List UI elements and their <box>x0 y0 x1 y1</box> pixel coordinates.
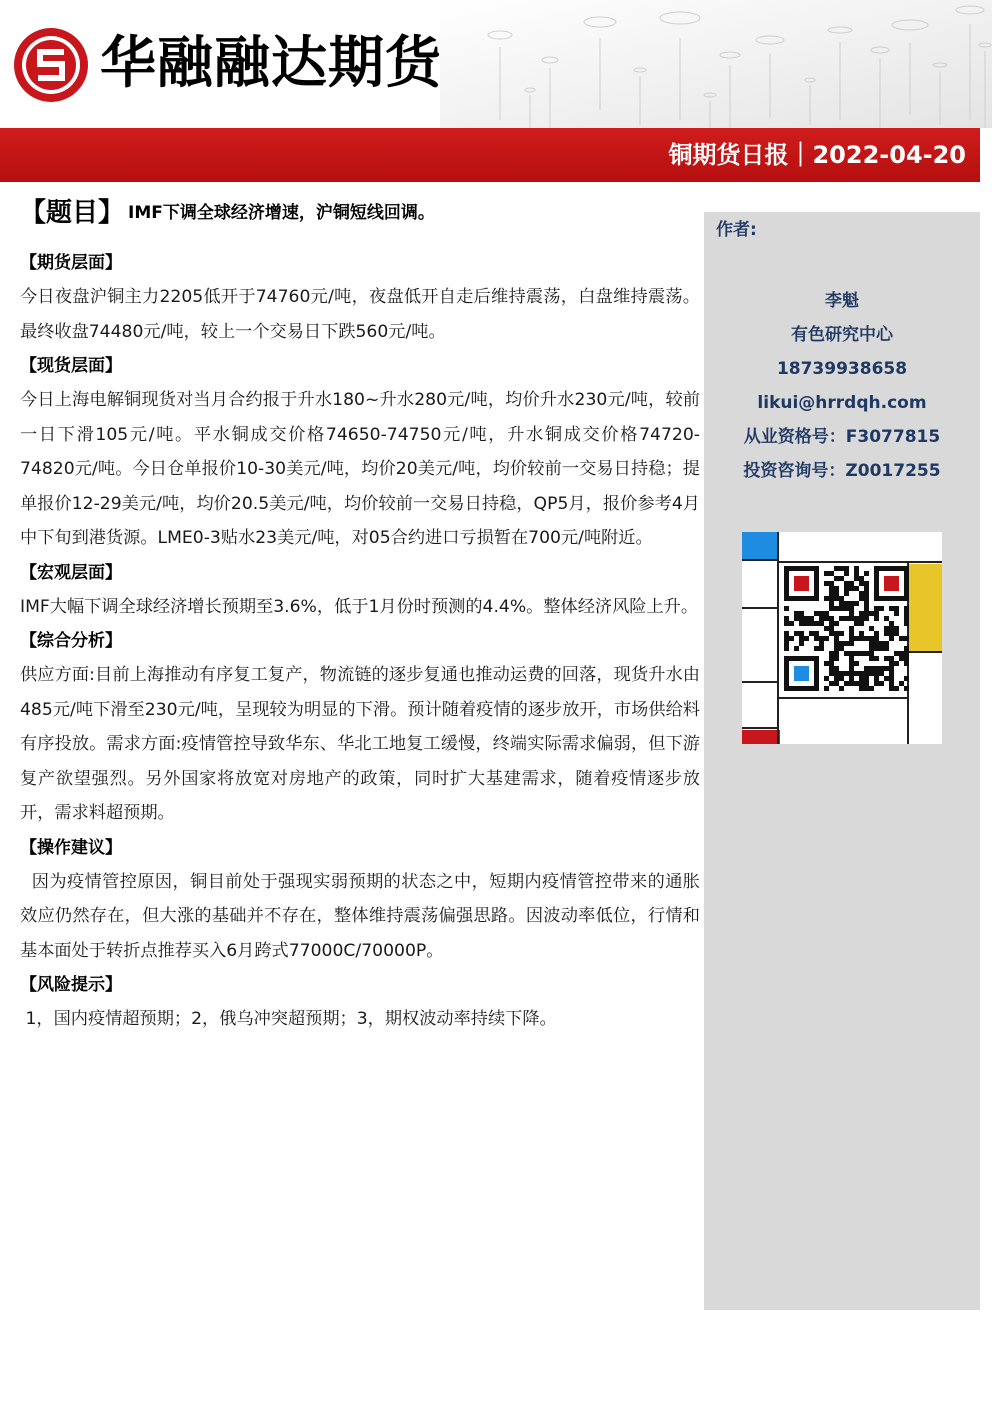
topic-title: IMF下调全球经济增速，沪铜短线回调。 <box>128 202 435 223</box>
company-name: 华融融达期货 <box>100 31 442 96</box>
author-email[interactable]: likui@hrrdqh.com <box>757 393 927 413</box>
author-department: 有色研究中心 <box>791 325 893 345</box>
section-macro <box>20 556 700 625</box>
section-paragraph: 今日夜盘沪铜主力2205低开于74760元/吨，夜盘低开自走后维持震荡，白盘维持震荡。最终收盘74480元/吨，较上一个交易日下跌560元/吨。 <box>20 287 700 342</box>
section-heading: 【现货层面】 <box>20 356 122 376</box>
section-paragraph: 供应方面:目前上海推动有序复工复产，物流链的逐步复通也推动运费的回落，现货升水由485元/吨下滑至230元/吨，呈现较为明显的下滑。预计随着疫情的逐步放开，市场供给料有序投放。需求方面:疫情管控导致华东、华北工地复工缓慢，终端实际需求偏弱，但下游复产欲望强烈。另外国家将放宽对房地产的政策，同时扩大基建需求，随着疫情逐步放开，需求料超预期。 <box>20 665 700 823</box>
title-banner <box>0 128 980 182</box>
section-paragraph: 因为疫情管控原因，铜目前处于强现实弱预期的状态之中，短期内疫情管控带来的通胀效应仍然存在，但大涨的基础并不存在，整体维持震荡偏强思路。因波动率低位，行情和基本面处于转折点推荐买入6月跨式77000C/70000P。 <box>20 871 700 961</box>
section-spot <box>20 349 700 556</box>
author-name: 李魁 <box>825 291 859 311</box>
section-heading: 【风险提示】 <box>20 975 122 995</box>
section-paragraph: 今日上海电解铜现货对当月合约报于升水180~升水280元/吨，均价升水230元/吨，较前一日下滑105元/吨。平水铜成交价格74650-74750元/吨，升水铜成交价格74720-74820元/吨。今日仓单报价10-30美元/吨，均价20美元/吨，均价较前一交易日持稳；提单报价12-29美元/吨，均价20.5美元/吨，均价较前一交易日持稳，QP5月，报价参考4月中下旬到港货源。LME0-3贴水23美元/吨，对05合约进口亏损暂在700元/吨附近。 <box>20 390 700 548</box>
section-heading: 【综合分析】 <box>20 631 122 651</box>
author-qualification-number: 从业资格号：F3077815 <box>743 427 941 447</box>
section-heading: 【宏观层面】 <box>20 562 122 583</box>
section-futures <box>20 246 700 349</box>
section-heading: 【操作建议】 <box>20 837 122 858</box>
topic-row <box>20 188 700 232</box>
section-paragraph: 1，国内疫情超预期；2，俄乌冲突超预期；3，期权波动率持续下降。 <box>20 1009 557 1029</box>
section-paragraph: IMF大幅下调全球经济增长预期至3.6%，低于1月份时预测的4.4%。整体经济风险上升。 <box>20 596 699 617</box>
topic-label: 【题目】 <box>20 197 125 228</box>
company-logo-icon <box>12 26 90 104</box>
section-suggestion <box>20 831 700 969</box>
author-label: 作者: <box>716 220 757 240</box>
author-phone: 18739938658 <box>776 359 908 379</box>
section-heading: 【期货层面】 <box>20 253 122 273</box>
report-body <box>20 188 700 1037</box>
author-sidebar <box>704 212 980 1310</box>
report-title: 铜期货日报｜2022-04-20 <box>668 141 966 169</box>
section-risk <box>20 968 700 1037</box>
author-info <box>704 284 980 488</box>
qr-code-icon <box>742 532 942 744</box>
decorative-circles-graphic <box>440 0 992 128</box>
page-header <box>0 0 992 185</box>
section-analysis <box>20 624 700 831</box>
author-consulting-number: 投资咨询号：Z0017255 <box>743 461 941 481</box>
qr-code-card <box>742 532 942 744</box>
